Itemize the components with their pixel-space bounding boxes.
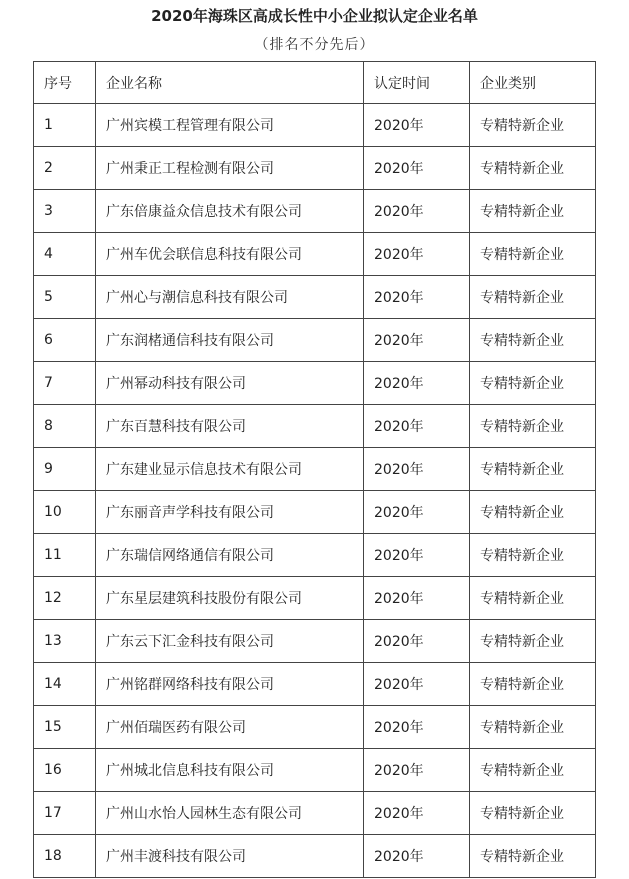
table-row xyxy=(34,233,596,276)
cell-category: 专精特新企业 xyxy=(470,190,596,233)
cell-recognition-time: 2020年 xyxy=(364,276,470,319)
cell-category: 专精特新企业 xyxy=(470,276,596,319)
cell-recognition-time: 2020年 xyxy=(364,663,470,706)
cell-category: 专精特新企业 xyxy=(470,706,596,749)
cell-recognition-time: 2020年 xyxy=(364,319,470,362)
cell-company-name: 广州城北信息科技有限公司 xyxy=(96,749,364,792)
table-row xyxy=(34,147,596,190)
cell-seq: 2 xyxy=(34,147,96,190)
header-category: 企业类别 xyxy=(470,62,596,104)
cell-recognition-time: 2020年 xyxy=(364,792,470,835)
cell-recognition-time: 2020年 xyxy=(364,577,470,620)
cell-seq: 8 xyxy=(34,405,96,448)
cell-category: 专精特新企业 xyxy=(470,534,596,577)
cell-category: 专精特新企业 xyxy=(470,491,596,534)
cell-company-name: 广东润楮通信科技有限公司 xyxy=(96,319,364,362)
table-row xyxy=(34,620,596,663)
table-header-row xyxy=(34,62,596,104)
table-row xyxy=(34,190,596,233)
table-row xyxy=(34,491,596,534)
cell-category: 专精特新企业 xyxy=(470,319,596,362)
cell-seq: 6 xyxy=(34,319,96,362)
cell-company-name: 广东百慧科技有限公司 xyxy=(96,405,364,448)
cell-category: 专精特新企业 xyxy=(470,448,596,491)
cell-category: 专精特新企业 xyxy=(470,835,596,878)
cell-category: 专精特新企业 xyxy=(470,104,596,147)
table-row xyxy=(34,276,596,319)
cell-category: 专精特新企业 xyxy=(470,749,596,792)
table-row xyxy=(34,448,596,491)
table-body xyxy=(34,104,596,878)
cell-recognition-time: 2020年 xyxy=(364,362,470,405)
cell-seq: 1 xyxy=(34,104,96,147)
cell-company-name: 广州山水怡人园林生态有限公司 xyxy=(96,792,364,835)
table-row xyxy=(34,835,596,878)
cell-recognition-time: 2020年 xyxy=(364,835,470,878)
cell-category: 专精特新企业 xyxy=(470,405,596,448)
cell-seq: 7 xyxy=(34,362,96,405)
cell-category: 专精特新企业 xyxy=(470,362,596,405)
cell-company-name: 广州车优会联信息科技有限公司 xyxy=(96,233,364,276)
cell-seq: 10 xyxy=(34,491,96,534)
table-row xyxy=(34,663,596,706)
cell-seq: 18 xyxy=(34,835,96,878)
cell-category: 专精特新企业 xyxy=(470,620,596,663)
cell-company-name: 广东建业显示信息技术有限公司 xyxy=(96,448,364,491)
cell-company-name: 广州铭群网络科技有限公司 xyxy=(96,663,364,706)
cell-recognition-time: 2020年 xyxy=(364,706,470,749)
header-recognition-time: 认定时间 xyxy=(364,62,470,104)
cell-category: 专精特新企业 xyxy=(470,147,596,190)
cell-company-name: 广州幂动科技有限公司 xyxy=(96,362,364,405)
cell-company-name: 广东云下汇金科技有限公司 xyxy=(96,620,364,663)
table-row xyxy=(34,577,596,620)
cell-recognition-time: 2020年 xyxy=(364,749,470,792)
cell-company-name: 广东丽音声学科技有限公司 xyxy=(96,491,364,534)
table-row xyxy=(34,749,596,792)
cell-category: 专精特新企业 xyxy=(470,663,596,706)
cell-recognition-time: 2020年 xyxy=(364,233,470,276)
cell-category: 专精特新企业 xyxy=(470,233,596,276)
cell-recognition-time: 2020年 xyxy=(364,147,470,190)
table-row xyxy=(34,792,596,835)
table-row xyxy=(34,534,596,577)
cell-seq: 3 xyxy=(34,190,96,233)
cell-company-name: 广州秉正工程检测有限公司 xyxy=(96,147,364,190)
cell-seq: 13 xyxy=(34,620,96,663)
cell-seq: 9 xyxy=(34,448,96,491)
cell-company-name: 广东瑞信网络通信有限公司 xyxy=(96,534,364,577)
cell-recognition-time: 2020年 xyxy=(364,448,470,491)
enterprise-table xyxy=(33,61,596,878)
document-title: 2020年海珠区高成长性中小企业拟认定企业名单 xyxy=(151,7,478,25)
cell-company-name: 广东星层建筑科技股份有限公司 xyxy=(96,577,364,620)
cell-company-name: 广州丰渡科技有限公司 xyxy=(96,835,364,878)
cell-seq: 16 xyxy=(34,749,96,792)
cell-seq: 5 xyxy=(34,276,96,319)
table-row xyxy=(34,319,596,362)
cell-seq: 11 xyxy=(34,534,96,577)
cell-category: 专精特新企业 xyxy=(470,577,596,620)
table-row xyxy=(34,104,596,147)
cell-seq: 14 xyxy=(34,663,96,706)
cell-recognition-time: 2020年 xyxy=(364,190,470,233)
table-row xyxy=(34,706,596,749)
cell-category: 专精特新企业 xyxy=(470,792,596,835)
cell-recognition-time: 2020年 xyxy=(364,104,470,147)
cell-company-name: 广州宾模工程管理有限公司 xyxy=(96,104,364,147)
cell-recognition-time: 2020年 xyxy=(364,620,470,663)
cell-company-name: 广东倍康益众信息技术有限公司 xyxy=(96,190,364,233)
cell-company-name: 广州佰瑞医药有限公司 xyxy=(96,706,364,749)
table-row xyxy=(34,405,596,448)
cell-recognition-time: 2020年 xyxy=(364,491,470,534)
cell-seq: 12 xyxy=(34,577,96,620)
header-company-name: 企业名称 xyxy=(96,62,364,104)
cell-seq: 4 xyxy=(34,233,96,276)
document-subtitle: （排名不分先后） xyxy=(254,37,375,53)
header-seq: 序号 xyxy=(34,62,96,104)
cell-seq: 15 xyxy=(34,706,96,749)
table-row xyxy=(34,362,596,405)
cell-recognition-time: 2020年 xyxy=(364,405,470,448)
cell-company-name: 广州心与潮信息科技有限公司 xyxy=(96,276,364,319)
cell-recognition-time: 2020年 xyxy=(364,534,470,577)
cell-seq: 17 xyxy=(34,792,96,835)
